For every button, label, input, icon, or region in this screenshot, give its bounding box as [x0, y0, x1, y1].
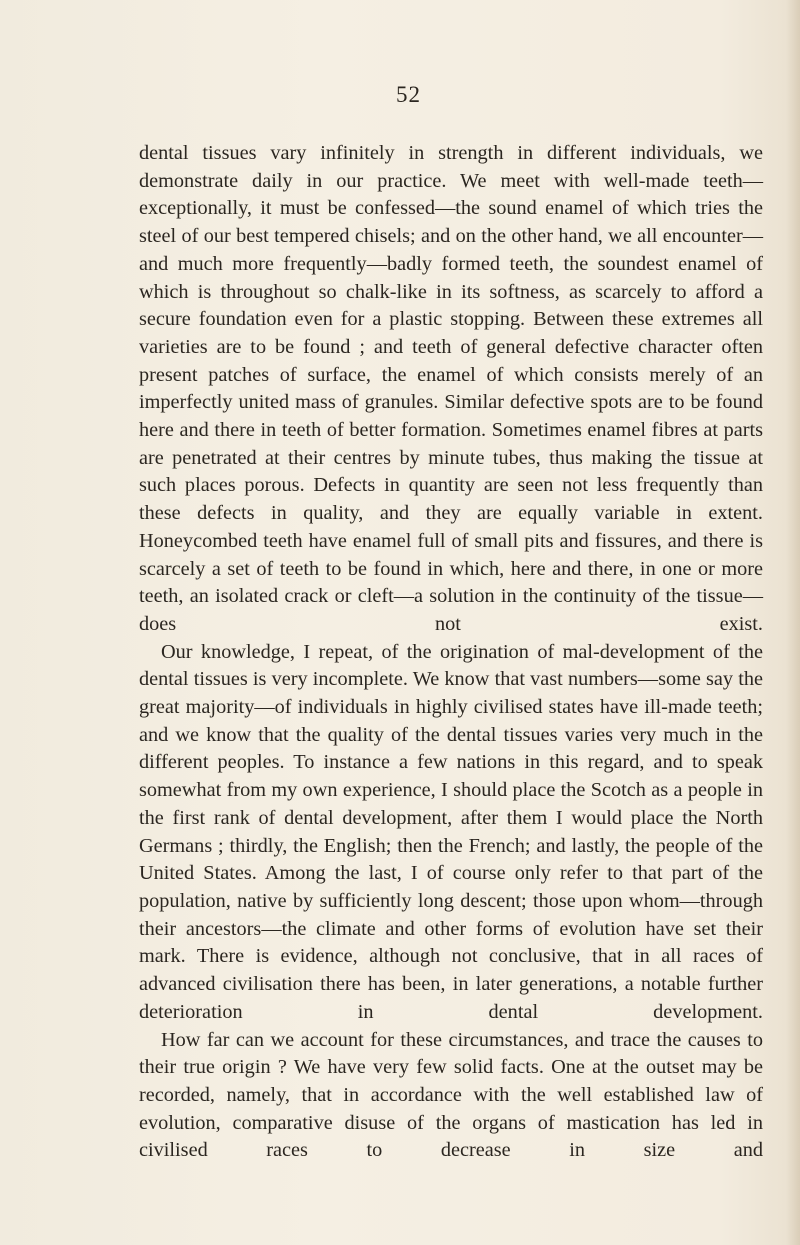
- paragraph-causes: How far can we account for these circumstances, and trace the causes to their true origin ? We have very few solid facts. One at the outset may be recorded, namely, that in accordance with the well established law of evolution, comparative disuse of the organs of mastication has led in civilised races to decrease in size and: [139, 1028, 763, 1162]
- paragraph-continued: dental tissues vary infinitely in strength in different individuals, we demonstrate daily in our practice. We meet with well-made teeth—exceptionally, it must be confessed—the sound enamel of which tries the steel of our best tempered chisels; and on the other hand, we all encounter—and much more frequently—badly formed teeth, the soundest enamel of which is throughout so chalk-like in its softness, as scarcely to afford a secure foundation even for a plastic stopping. Between these extremes all varieties are to be found ; and teeth of general defective character often present patches of surface, the enamel of which consists merely of an imperfectly united mass of granules. Similar defective spots are to be found here and there in teeth of better formation. Sometimes enamel fibres at parts are penetrated at their centres by minute tubes, thus making the tissue at such places porous. Defects in quantity are seen not less frequently than these defects in quality, and they are equally variable in extent. Honeycombed teeth have enamel full of small pits and fissures, and there is scarcely a set of teeth to be found in which, here and there, in one or more teeth, an isolated crack or cleft—a solution in the continuity of the tissue—does not exist.: [139, 142, 763, 635]
- paragraph-knowledge: Our knowledge, I repeat, of the origination of mal-development of the dental tissues is very incomplete. We know that vast numbers—some say the great majority—of individuals in highly civilised states have ill-made teeth; and we know that the quality of the dental tissues varies very much in the different peoples. To instance a few nations in this regard, and to speak somewhat from my own experience, I should place the Scotch as a people in the first rank of dental development, after them I would place the North Germans ; thirdly, the English; then the French; and lastly, the people of the United States. Among the last, I of course only refer to that part of the population, native by sufficiently long descent; those upon whom—through their ancestors—the climate and other forms of evolution have set their mark. There is evidence, although not conclusive, that in all races of advanced civilisation there has been, in later generations, a notable further deterioration in dental development.: [139, 640, 763, 1023]
- body-text: [139, 140, 763, 1165]
- page-number: 52: [396, 82, 421, 107]
- page-edge-shadow: [786, 0, 800, 1245]
